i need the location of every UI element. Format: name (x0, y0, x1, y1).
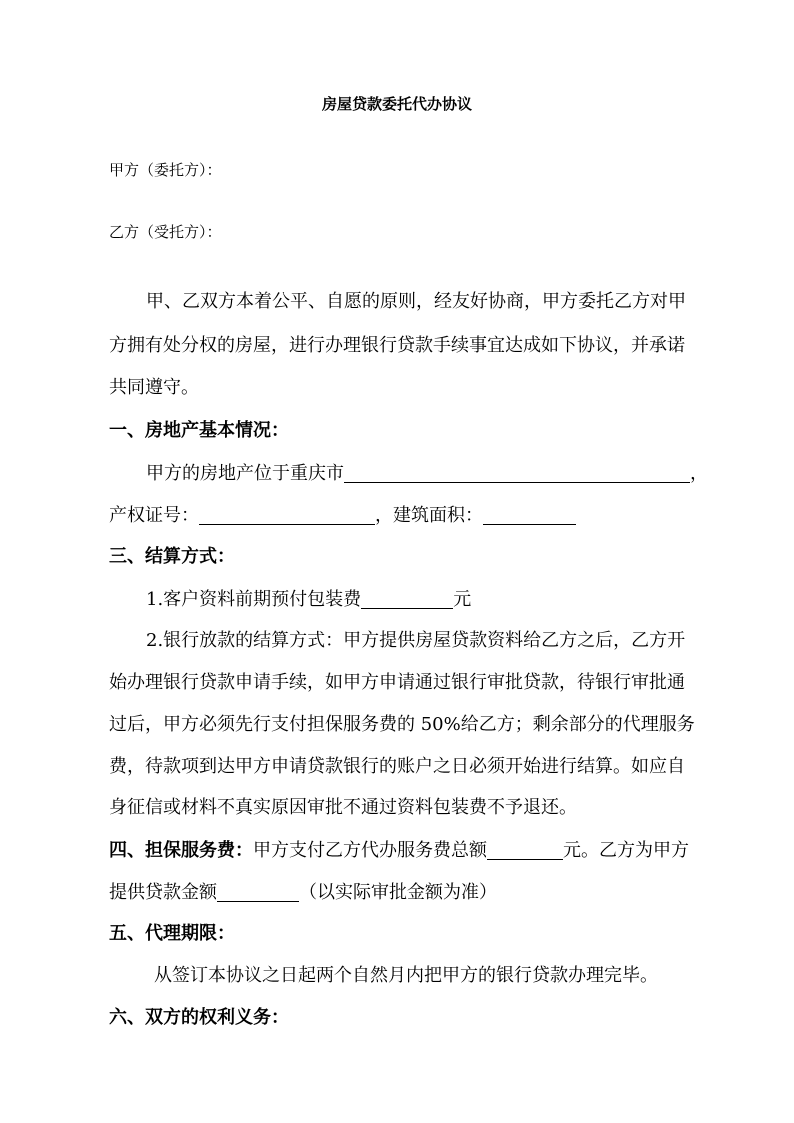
area-blank (483, 506, 576, 525)
settlement-line-2: 始办理银行贷款申请手续，如甲方申请通过银行审批贷款，待银行审批通 (109, 672, 685, 693)
section6-heading: 六、双方的权利义务： (109, 1007, 289, 1028)
section3-heading: 三、结算方式： (109, 546, 235, 567)
cert-label: 产权证号： (109, 505, 199, 526)
fee-line-2 (109, 883, 497, 902)
intro-line-3: 共同遵守。 (109, 377, 199, 398)
party-a-label: 甲方（委托方）： (109, 161, 222, 179)
fee-text: 甲方支付乙方代办服务费总额 (253, 840, 487, 861)
fee-suffix: 元。乙方为甲方 (563, 840, 689, 861)
loan-amount-prefix: 提供贷款金额 (109, 882, 217, 903)
prepay-blank (361, 590, 453, 609)
location-prefix: 甲方的房地产位于重庆市 (146, 463, 344, 484)
section1-heading: 一、房地产基本情况： (109, 420, 289, 441)
intro-line-1: 甲、乙双方本着公平、自愿的原则，经友好协商，甲方委托乙方对甲 (146, 291, 686, 312)
prepay-prefix: 1.客户资料前期预付包装费 (146, 589, 362, 610)
section4-heading: 四、担保服务费： (109, 840, 253, 861)
settlement-line-4: 费，待款项到达甲方申请贷款银行的账户之日必须开始进行结算。如应自 (109, 756, 685, 777)
cert-blank (199, 506, 375, 525)
cert-line (109, 506, 576, 525)
location-line (146, 464, 708, 483)
location-suffix: ， (690, 463, 708, 484)
fee-line-1 (109, 841, 689, 860)
prepay-unit: 元 (453, 589, 472, 610)
settlement-line-3: 过后，甲方必须先行支付担保服务费的 50%给乙方；剩余部分的代理服务 (109, 714, 695, 735)
area-label: ，建筑面积： (375, 505, 483, 526)
prepay-line (146, 590, 471, 609)
settlement-line-1: 2.银行放款的结算方式：甲方提供房屋贷款资料给乙方之后，乙方开 (146, 630, 686, 651)
settlement-line-5: 身征信或材料不真实原因审批不通过资料包装费不予退还。 (109, 797, 577, 818)
period-text: 从签订本协议之日起两个自然月内把甲方的银行贷款办理完毕。 (154, 965, 658, 986)
document-title: 房屋贷款委托代办协议 (321, 95, 472, 113)
loan-amount-blank (217, 883, 299, 902)
location-blank (344, 464, 690, 483)
loan-amount-suffix: （以实际审批金额为准） (299, 882, 497, 903)
party-b-label: 乙方（受托方）： (109, 223, 222, 241)
fee-blank (487, 841, 563, 860)
intro-line-2: 方拥有处分权的房屋，进行办理银行贷款手续事宜达成如下协议，并承诺 (109, 335, 685, 356)
section5-heading: 五、代理期限： (109, 923, 235, 944)
